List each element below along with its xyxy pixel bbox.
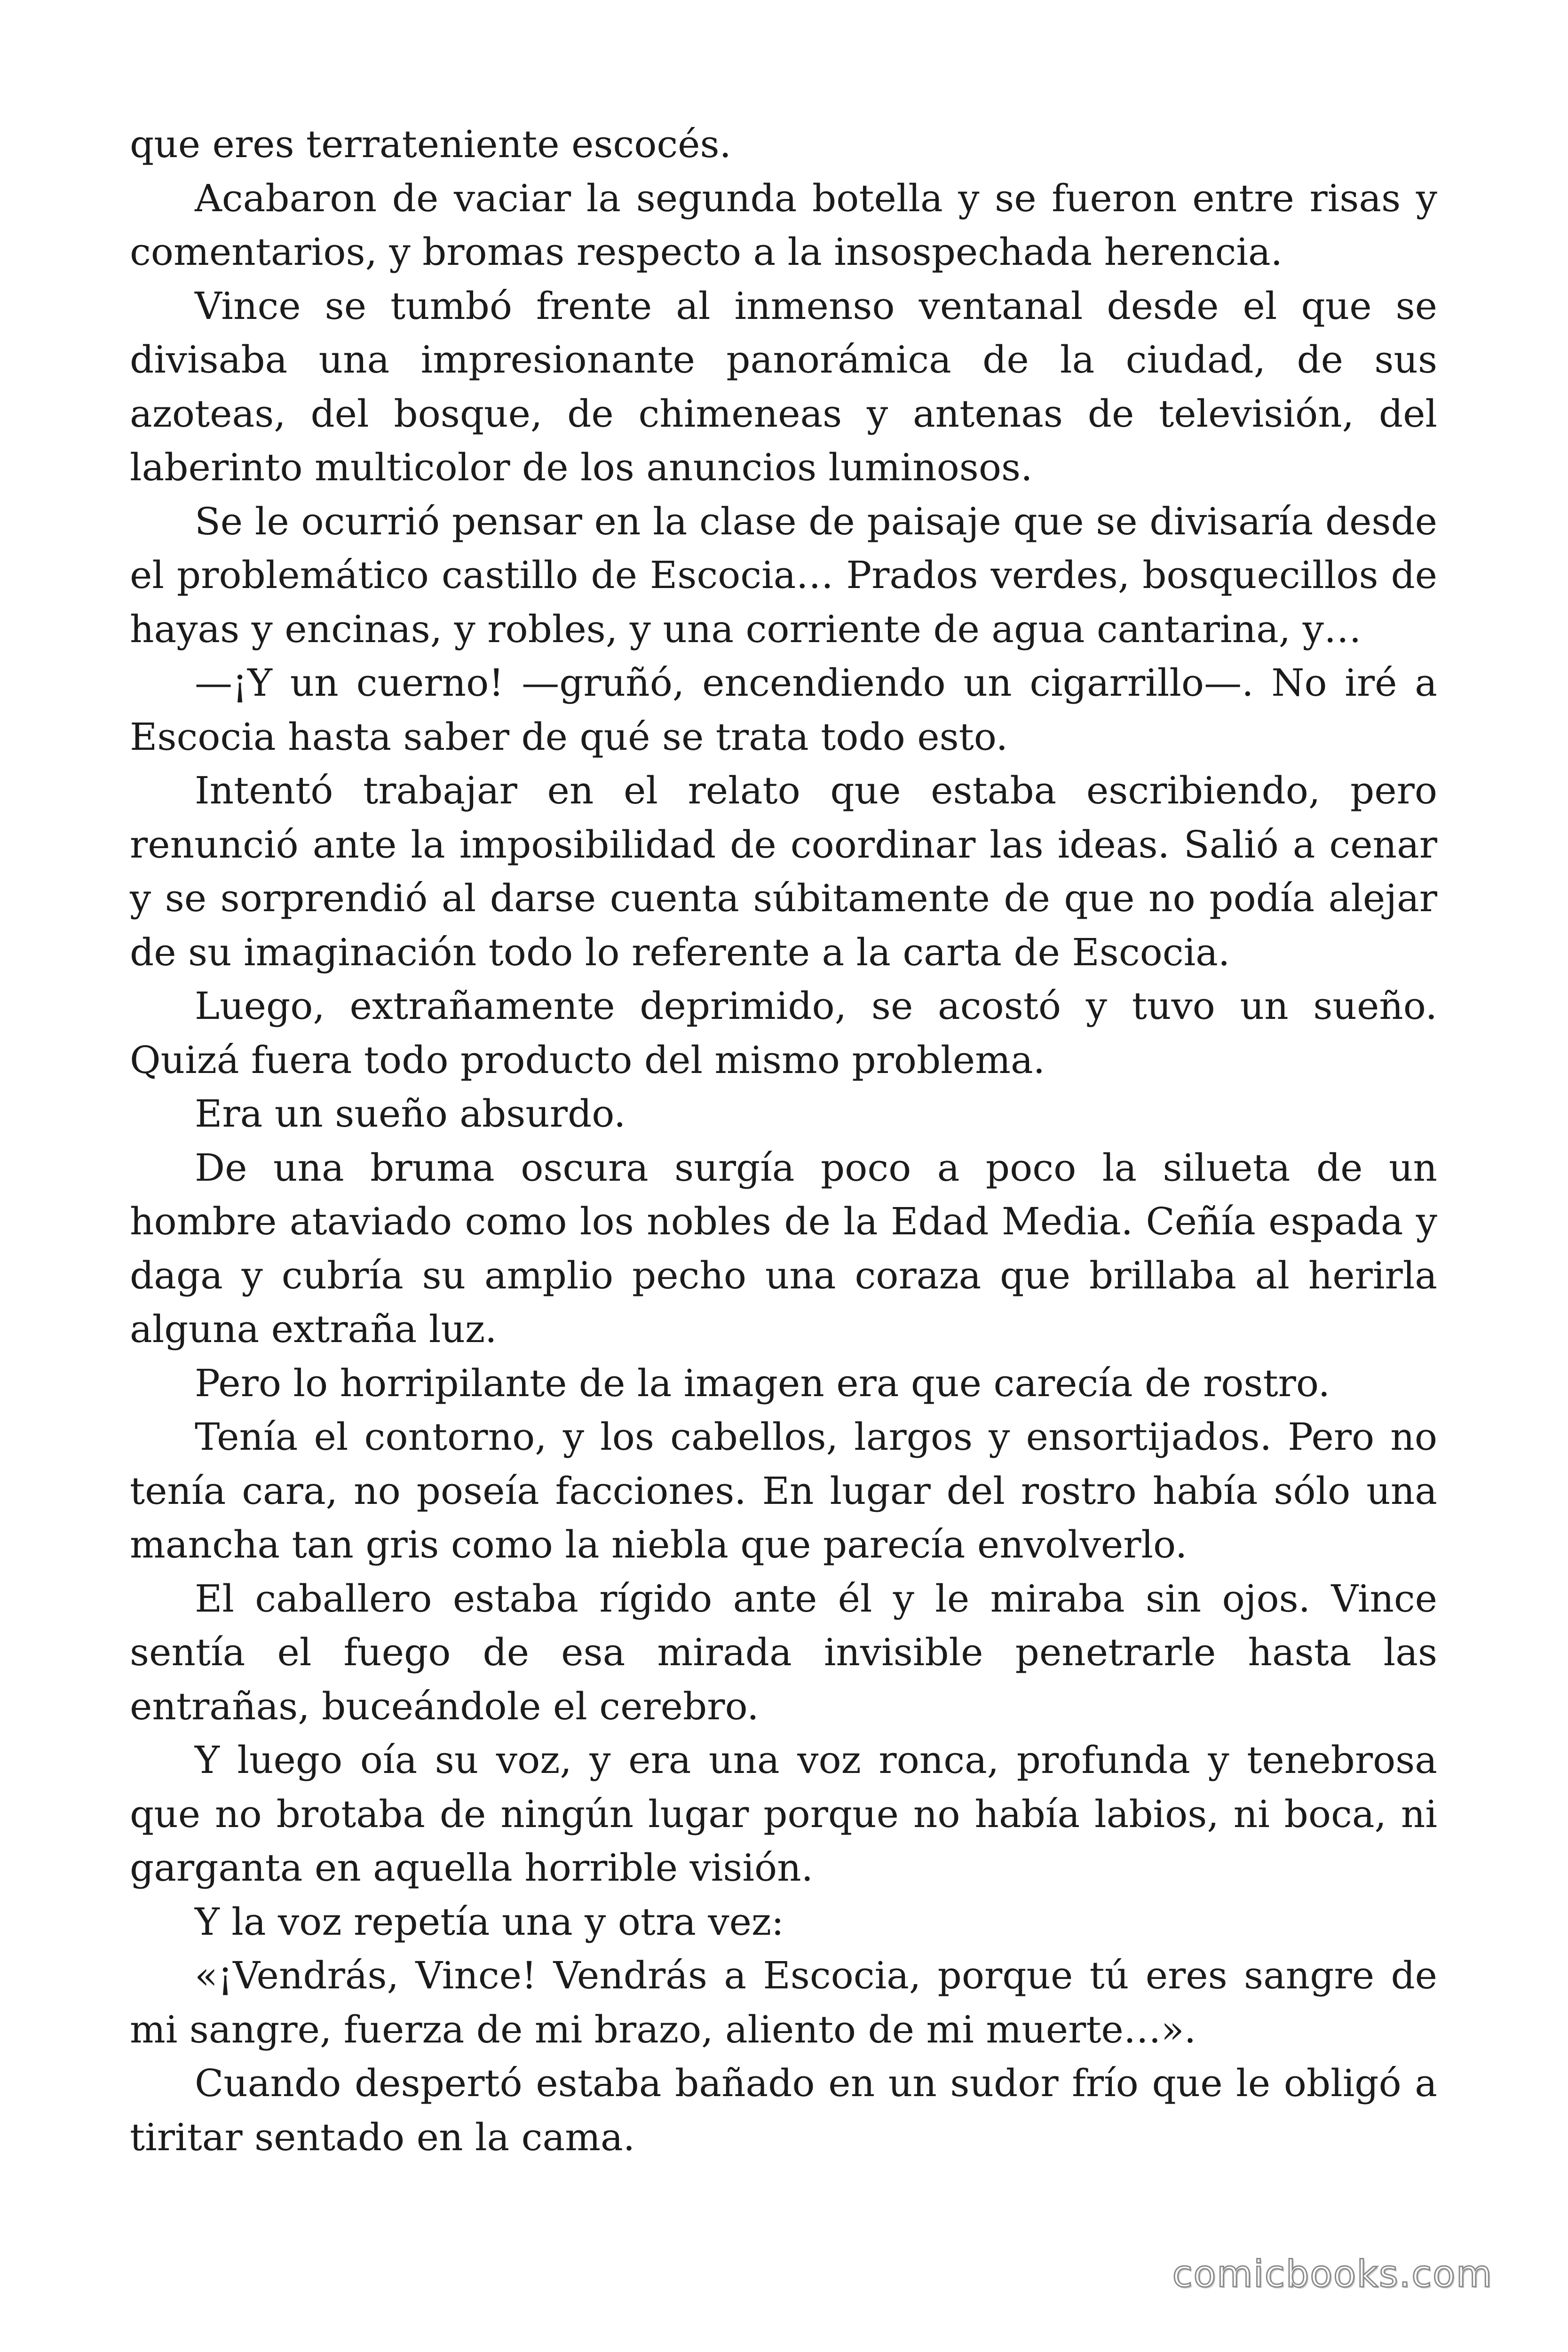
paragraph-continuation: que eres terrateniente escocés. — [130, 122, 731, 166]
paragraph: Pero lo horripilante de la imagen era que carecía de rostro. — [195, 1361, 1330, 1405]
watermark-logo: comicbooks.com — [1172, 2253, 1493, 2296]
paragraph: Intentó trabajar en el relato que estaba escribiendo, pero renunció ante la imposibilidad de coordinar las ideas. Salió a cenar y se sorprendió al darse cuenta súbitamente de que no podía alejar de su imaginación todo lo referente a la carta de Escocia. — [130, 769, 1437, 974]
paragraph: Y la voz repetía una y otra vez: — [195, 1899, 784, 1944]
paragraph: Era un sueño absurdo. — [195, 1092, 626, 1136]
page-body-text — [130, 118, 1437, 2164]
paragraph: Vince se tumbó frente al inmenso ventanal desde el que se divisaba una impresionante panorámica de la ciudad, de sus azoteas, del bosque, de chimeneas y antenas de televisión, del laberinto multicolor de los anuncios luminosos. — [130, 284, 1437, 489]
paragraph: Y luego oía su voz, y era una voz ronca, profunda y tenebrosa que no brotaba de ningún lugar porque no había labios, ni boca, ni garganta en aquella horrible visión. — [130, 1738, 1437, 1890]
paragraph: Acabaron de vaciar la segunda botella y se fueron entre risas y comentarios, y bromas respecto a la insospechada herencia. — [130, 176, 1437, 274]
paragraph: Se le ocurrió pensar en la clase de paisaje que se divisaría desde el problemático castillo de Escocia… Prados verdes, bosquecillos de hayas y encinas, y robles, y una corriente de agua cantarina, y… — [130, 499, 1437, 651]
paragraph: Tenía el contorno, y los cabellos, largos y ensortijados. Pero no tenía cara, no poseía facciones. En lugar del rostro había sólo una mancha tan gris como la niebla que parecía envolverlo. — [130, 1415, 1437, 1566]
quoted-paragraph: «¡Vendrás, Vince! Vendrás a Escocia, porque tú eres sangre de mi sangre, fuerza de mi brazo, aliento de mi muerte…». — [130, 1954, 1437, 2051]
paragraph: Luego, extrañamente deprimido, se acostó y tuvo un sueño. Quizá fuera todo producto del mismo problema. — [130, 984, 1437, 1082]
paragraph: El caballero estaba rígido ante él y le miraba sin ojos. Vince sentía el fuego de esa mirada invisible penetrarle hasta las entrañas, buceándole el cerebro. — [130, 1576, 1437, 1728]
dialogue-paragraph: —¡Y un cuerno! —gruñó, encendiendo un cigarrillo—. No iré a Escocia hasta saber de qué se trata todo esto. — [130, 661, 1437, 759]
paragraph: De una bruma oscura surgía poco a poco la silueta de un hombre ataviado como los nobles de la Edad Media. Ceñía espada y daga y cubría su amplio pecho una coraza que brillaba al herirla alguna extraña luz. — [130, 1145, 1437, 1351]
paragraph: Cuando despertó estaba bañado en un sudor frío que le obligó a tiritar sentado en la cama. — [130, 2061, 1437, 2159]
